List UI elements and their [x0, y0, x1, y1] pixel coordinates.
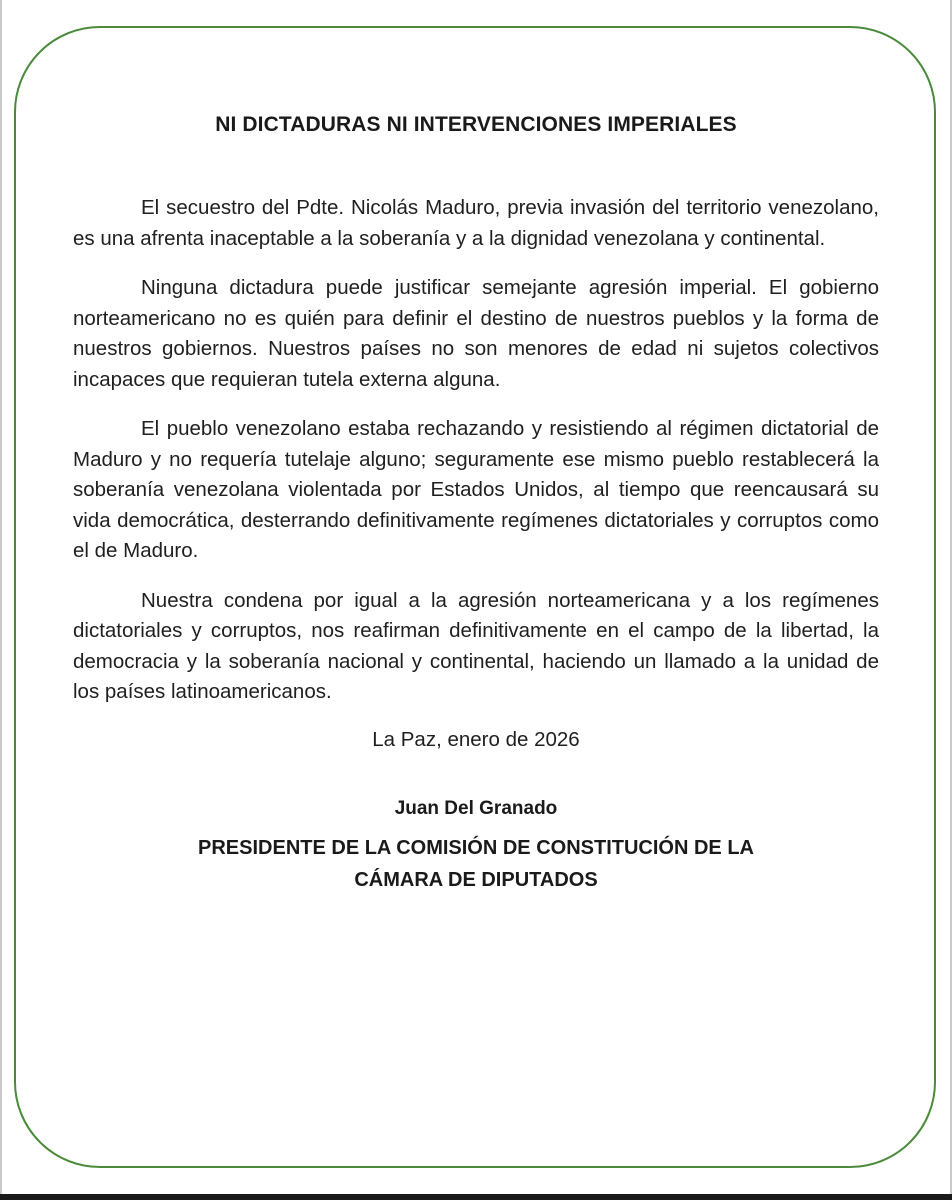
paragraph-4: Nuestra condena por igual a la agresión norteamericana y a los regímenes dictatoriales y corruptos, nos reafirman definitivamente en el campo de la libertad, la democracia y la soberanía nacional y continental, haciendo un llamado a la unidad de los países latinoamericanos. [73, 588, 879, 703]
signature-title-line-1: PRESIDENTE DE LA COMISIÓN DE CONSTITUCIÓN DE LA [198, 836, 754, 859]
signature-name: Juan Del Granado [394, 797, 558, 819]
paragraph-3: El pueblo venezolano estaba rechazando y resistiendo al régimen dictatorial de Maduro y no requería tutelaje alguno; seguramente ese mismo pueblo restablecerá la soberanía venezolana violentada por Estados Unidos, al tiempo que reencausará su vida democrática, desterrando definitivamente regímenes dictatoriales y corruptos como el de Maduro. [73, 417, 879, 562]
document-title: NI DICTADURAS NI INTERVENCIONES IMPERIALES [215, 113, 737, 136]
signature-title [73, 832, 879, 896]
paragraph-1: El secuestro del Pdte. Nicolás Maduro, previa invasión del territorio venezolano, es una afrenta inaceptable a la soberanía y a la dignidad venezolana y continental. [73, 196, 879, 250]
document-body [73, 113, 879, 896]
paragraph-2: Ninguna dictadura puede justificar semejante agresión imperial. El gobierno norteamericano no es quién para definir el destino de nuestros pueblos y la forma de nuestros gobiernos. Nuestros países no son menores de edad ni sujetos colectivos incapaces que requieran tutela externa alguna. [73, 276, 879, 391]
bottom-edge-bar [0, 1194, 952, 1200]
place-and-date: La Paz, enero de 2026 [372, 727, 580, 751]
left-edge-line [0, 0, 2, 1200]
signature-title-line-2: CÁMARA DE DIPUTADOS [354, 868, 598, 891]
